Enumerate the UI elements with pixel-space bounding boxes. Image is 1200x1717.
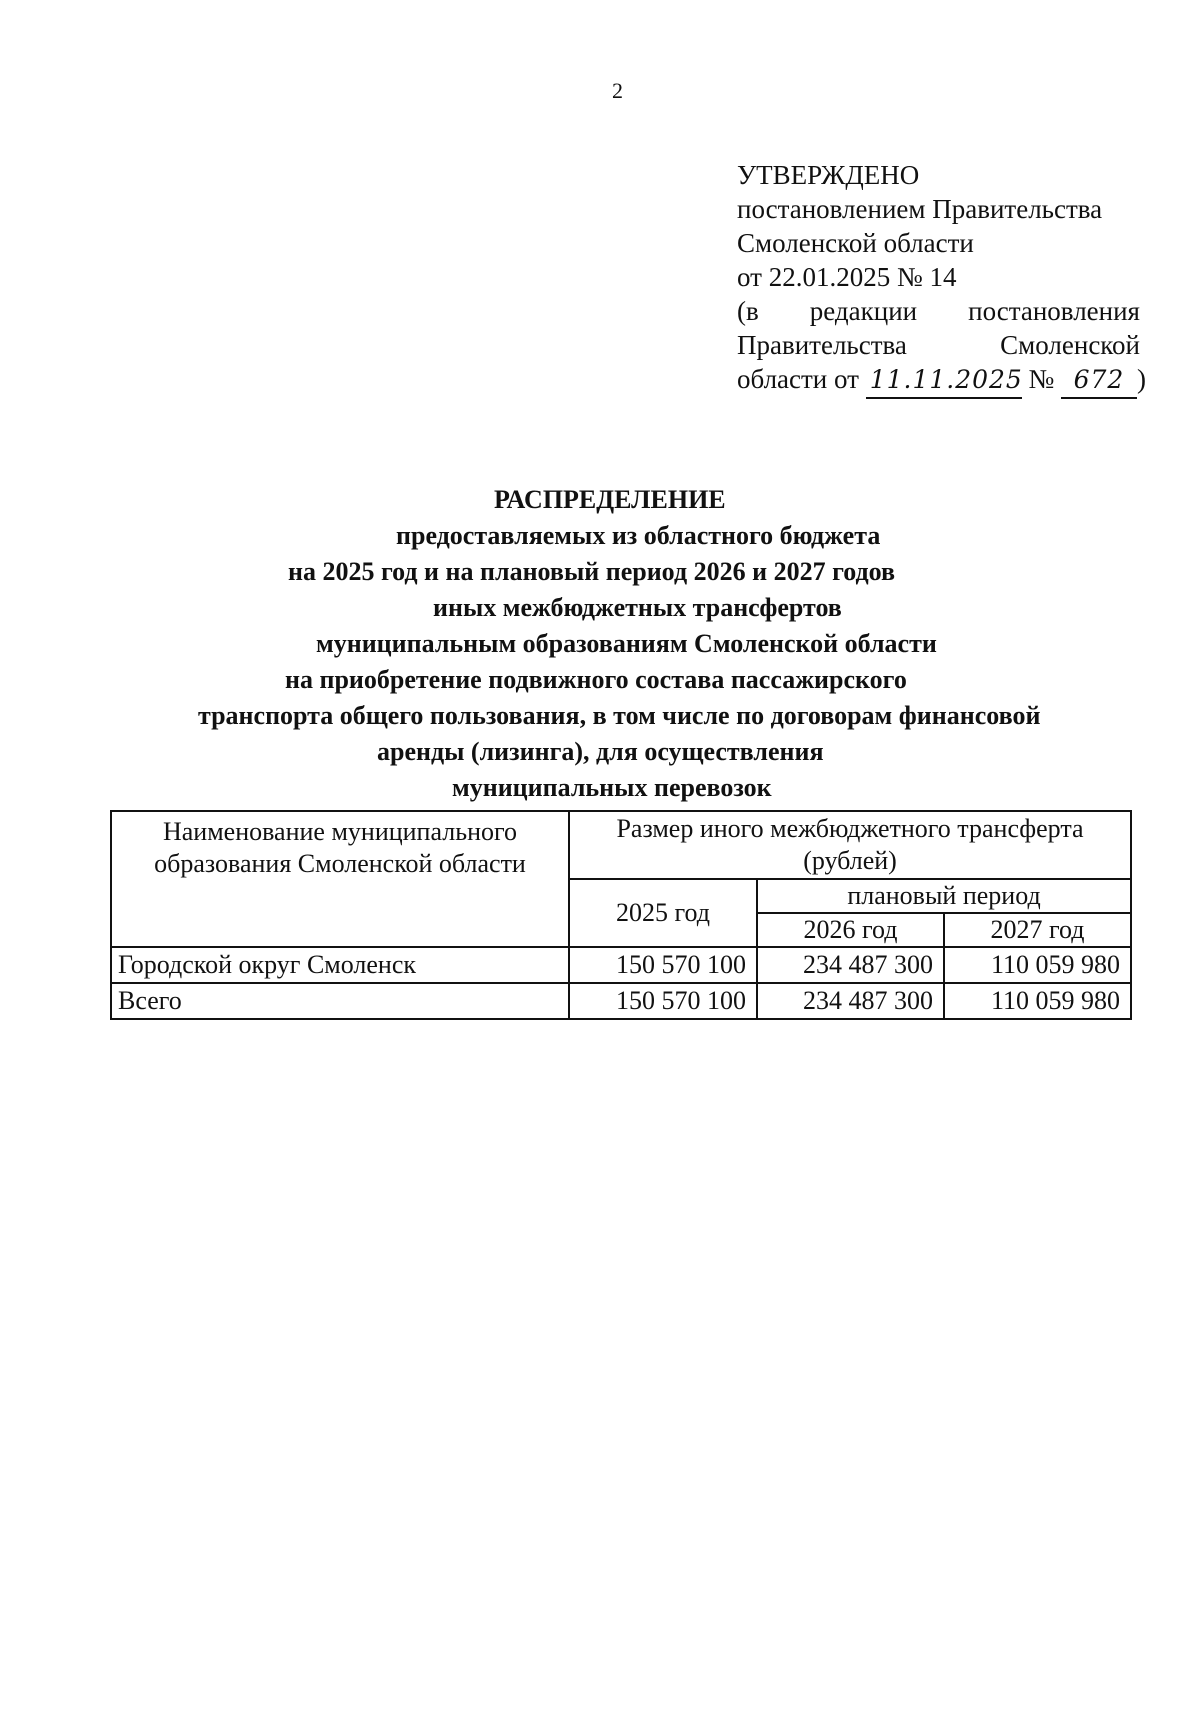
header-planning-period: плановый период: [757, 879, 1131, 913]
row-value-2027: 110 059 980: [944, 983, 1131, 1019]
row-value-2025: 150 570 100: [569, 947, 757, 983]
row-value-2026: 234 487 300: [757, 983, 944, 1019]
approval-line-2: Смоленской области: [737, 228, 974, 258]
table-row: [111, 983, 1131, 1019]
title-line: аренды (лизинга), для осуществления: [377, 737, 824, 766]
header-year-2025: 2025 год: [569, 879, 757, 947]
row-value-2027: 110 059 980: [944, 947, 1131, 983]
title-line: на приобретение подвижного состава пассажирского: [285, 665, 907, 694]
redaction-line-2: [737, 328, 1140, 362]
closing-paren: ): [1136, 364, 1146, 394]
approval-heading: УТВЕРЖДЕНО: [737, 160, 920, 190]
handwritten-number: 672: [1061, 363, 1137, 399]
row-value-2026: 234 487 300: [757, 947, 944, 983]
redaction-line-1: [737, 294, 1140, 328]
redaction-line-3: [737, 362, 1146, 399]
redaction-word: (в: [737, 296, 759, 326]
handwritten-date: 11.11.2025: [866, 363, 1022, 399]
row-value-2025: 150 570 100: [569, 983, 757, 1019]
title-line: муниципальным образованиям Смоленской области: [316, 629, 937, 658]
page-number: 2: [612, 78, 623, 103]
row-name: Всего: [111, 983, 569, 1019]
header-year-2027: 2027 год: [944, 913, 1131, 947]
header-transfer-amount: Размер иного межбюджетного трансферта (рублей): [569, 811, 1131, 879]
number-sign: №: [1028, 364, 1055, 394]
title-line: муниципальных перевозок: [452, 773, 772, 802]
redaction-word: Смоленской: [1000, 330, 1140, 360]
redaction-word: Правительства: [737, 330, 907, 360]
redaction-word: редакции: [809, 296, 918, 326]
title-line: транспорта общего пользования, в том числе по договорам финансовой: [198, 701, 1041, 730]
table-row: [111, 947, 1131, 983]
approval-stamp: [737, 158, 1146, 399]
redaction-word: постановления: [968, 296, 1140, 326]
title-heading: РАСПРЕДЕЛЕНИЕ: [494, 485, 726, 514]
transfer-table: [110, 810, 1132, 1020]
header-municipality: Наименование муниципального образования Смоленской области: [111, 811, 569, 947]
redaction-prefix: области от: [737, 364, 859, 394]
title-line: на 2025 год и на плановый период 2026 и 2027 годов: [288, 557, 896, 586]
row-name: Городской округ Смоленск: [111, 947, 569, 983]
approval-line-1: постановлением Правительства: [737, 194, 1103, 224]
approval-line-3: от 22.01.2025 № 14: [737, 262, 957, 292]
header-year-2026: 2026 год: [757, 913, 944, 947]
title-line: иных межбюджетных трансфертов: [433, 593, 842, 622]
title-line: предоставляемых из областного бюджета: [396, 521, 881, 550]
